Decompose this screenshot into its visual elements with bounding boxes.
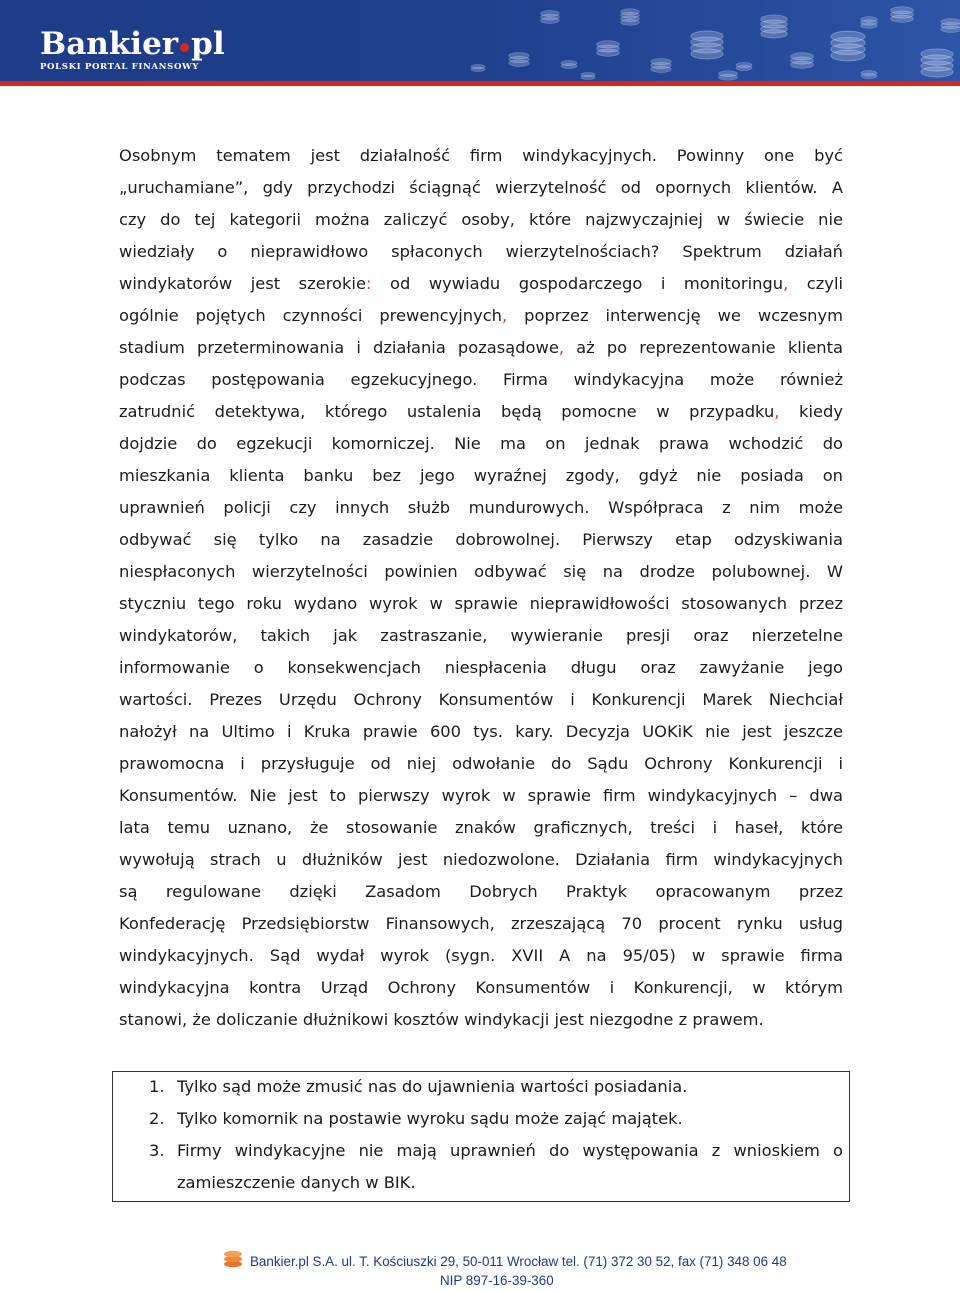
header-red-line [0, 81, 960, 86]
coin-stack-icon [790, 52, 814, 69]
article-line: windykatorów, takich jak zastraszanie, wywieranie presji oraz nierzetelne [119, 626, 843, 645]
coin-stack-icon [222, 1248, 244, 1273]
summary-item-line: Tylko komornik na postawie wyroku sądu może zająć majątek. [177, 1109, 683, 1128]
coin-stack-icon [890, 6, 914, 23]
logo-wordmark [40, 26, 225, 62]
coin-stack-icon [735, 62, 753, 71]
summary-box [112, 1071, 850, 1202]
article-line: mieszkania klienta banku bez jego wyraźnej zgody, gdyż nie posiada on [119, 466, 843, 485]
summary-item-text [177, 1103, 843, 1135]
article-line: Osobnym tematem jest działalność firm windykacyjnych. Powinny one być [119, 146, 843, 165]
article-line: windykacyjna kontra Urząd Ochrony Konsumentów i Konkurencji, w którym [119, 978, 843, 997]
article-line: windykatorów jest szerokie: od wywiadu gospodarczego i monitoringu, czyli [119, 274, 843, 293]
article-line: uprawnień policji czy innych służb mundurowych. Współpraca z nim może [119, 498, 843, 517]
footer-nip: NIP 897-16-39-360 [440, 1273, 554, 1288]
logo-tagline: POLSKI PORTAL FINANSOWY [40, 62, 200, 72]
coin-stack-icon [540, 10, 560, 24]
article-line: styczniu tego roku wydano wyrok w sprawie nieprawidłowości stosowanych przez [119, 594, 843, 613]
footer-address: Bankier.pl S.A. ul. T. Kościuszki 29, 50-011 Wrocław tel. (71) 372 30 52, fax (71) 348 06 48 [250, 1254, 787, 1269]
summary-item [113, 1103, 849, 1135]
article-line: wywołują strach u dłużników jest niedozwolone. Działania firm windykacyjnych [119, 850, 843, 869]
summary-item-number: 2. [149, 1109, 165, 1128]
article-line: odbywać się tylko na zasadzie dobrowolnej. Pierwszy etap odzyskiwania [119, 530, 843, 549]
article-line: są regulowane dzięki Zasadom Dobrych Praktyk opracowanym przez [119, 882, 843, 901]
coin-stack-icon [830, 30, 866, 62]
article-line: windykacyjnych. Sąd wydał wyrok (sygn. XVII A na 95/05) w sprawie firma [119, 946, 843, 965]
summary-item-line: Firmy windykacyjne nie mają uprawnień do występowania z wnioskiem o [177, 1141, 843, 1160]
logo-dot [180, 43, 189, 52]
coin-stack-icon [470, 64, 486, 72]
coin-stack-icon [860, 16, 878, 29]
article-line: nałożył na Ultimo i Kruka prawie 600 tys. kary. Decyzja UOKiK nie jest jeszcze [119, 722, 843, 741]
coin-stack-icon [620, 8, 640, 26]
coin-stack-icon [860, 70, 878, 79]
logo-tld: pl [191, 26, 225, 62]
article-line: lata temu uznano, że stosowanie znaków graficznych, treści i haseł, które [119, 818, 843, 837]
logo-name: Bankier [40, 26, 179, 62]
summary-item-number: 3. [149, 1141, 165, 1160]
article-line: stanowi, że doliczanie dłużnikowi kosztów windykacji jest niezgodne z prawem. [119, 1010, 764, 1029]
article-line: Konsumentów. Nie jest to pierwszy wyrok w sprawie firm windykacyjnych – dwa [119, 786, 843, 805]
coin-stack-icon [920, 48, 954, 78]
article-line: „uruchamiane”, gdy przychodzi ściągnąć wierzytelność od opornych klientów. A [119, 178, 843, 197]
summary-item-text [177, 1071, 843, 1103]
coin-stack-icon [690, 30, 724, 60]
article-line: informowanie o konsekwencjach niespłacenia długu oraz zawyżanie jego [119, 658, 843, 677]
article-line: stadium przeterminowania i działania pozasądowe, aż po reprezentowanie klienta [119, 338, 843, 357]
article-line: podczas postępowania egzekucyjnego. Firma windykacyjna może również [119, 370, 843, 389]
summary-item-line: Tylko sąd może zmusić nas do ujawnienia wartości posiadania. [177, 1077, 688, 1096]
coin-stack-icon [508, 52, 530, 67]
summary-item-text [177, 1135, 843, 1199]
summary-item-number: 1. [149, 1077, 165, 1096]
coin-stack-icon [718, 70, 738, 81]
coin-stack-icon [650, 58, 672, 73]
article-line: niespłaconych wierzytelności powinien odbywać się na drodze polubownej. W [119, 562, 843, 581]
summary-item [113, 1071, 849, 1103]
summary-list [113, 1072, 849, 1199]
article-line: dojdzie do egzekucji komorniczej. Nie ma on jednak prawa wchodzić do [119, 434, 843, 453]
bankier-logo[interactable] [40, 26, 225, 73]
summary-item [113, 1135, 849, 1199]
article-line: Konfederację Przedsiębiorstw Finansowych, zrzeszającą 70 procent rynku usług [119, 914, 843, 933]
coin-stack-icon [760, 14, 788, 39]
article-line: prawomocna i przysługuje od niej odwołanie do Sądu Ochrony Konkurencji i [119, 754, 843, 773]
coin-stack-icon [580, 72, 596, 80]
article-line: czy do tej kategorii można zaliczyć osoby, które najzwyczajniej w świecie nie [119, 210, 843, 229]
article-body [119, 140, 843, 1036]
coin-stack-icon [560, 60, 578, 69]
article-line: wartości. Prezes Urzędu Ochrony Konsumentów i Konkurencji Marek Niechciał [119, 690, 843, 709]
summary-item-line: zamieszczenie danych w BIK. [177, 1173, 416, 1192]
coin-stack-icon [596, 40, 620, 57]
coin-stack-icon [940, 18, 960, 33]
article-line: ogólnie pojętych czynności prewencyjnych, poprzez interwencję we wczesnym [119, 306, 843, 325]
article-line: zatrudnić detektywa, którego ustalenia będą pomocne w przypadku, kiedy [119, 402, 843, 421]
article-line: wiedziały o nieprawidłowo spłaconych wierzytelnościach? Spektrum działań [119, 242, 843, 261]
header-banner [0, 0, 960, 86]
